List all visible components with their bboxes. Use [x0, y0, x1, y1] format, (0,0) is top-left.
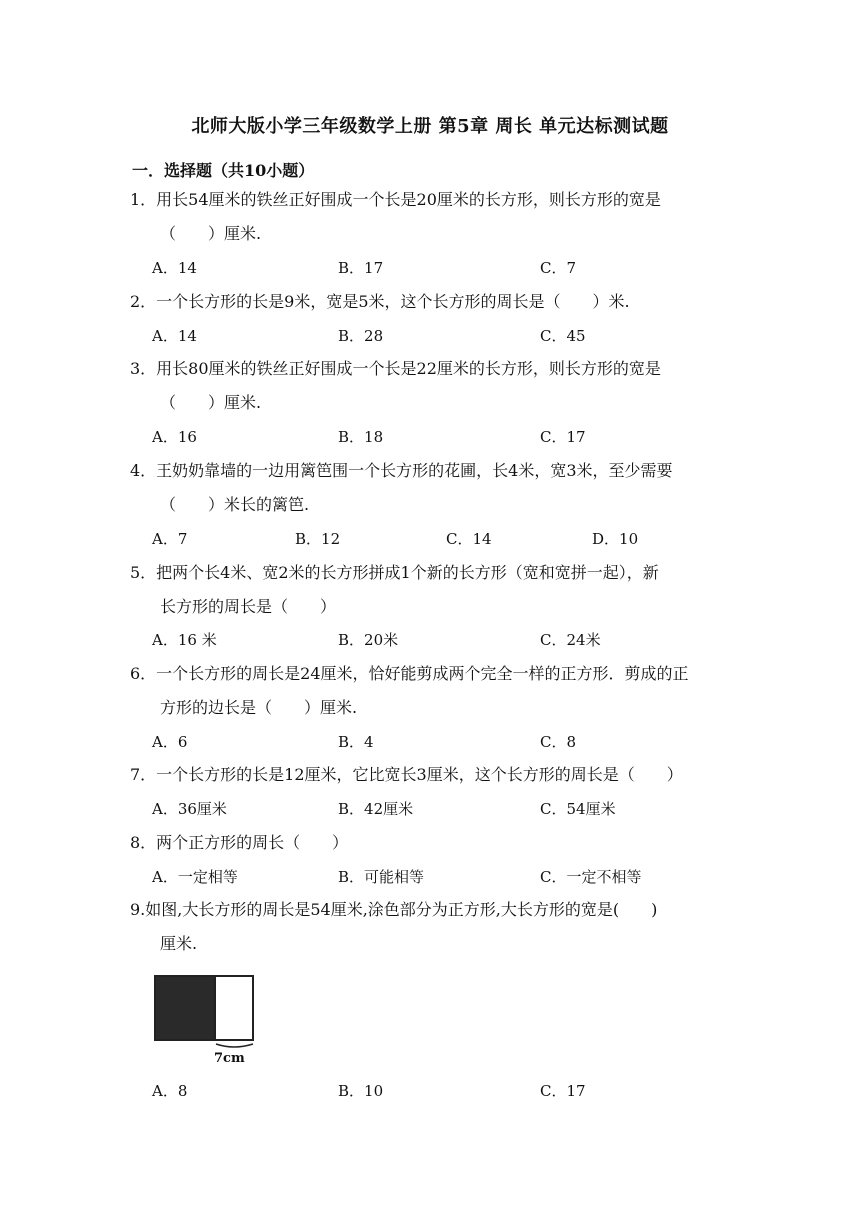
question-text: 9.如图,大长方形的周长是54厘米,涂色部分为正方形,大长方形的宽是( ) [130, 900, 658, 919]
document-title: 北师大版小学三年级数学上册 第5章 周长 单元达标测试题 [191, 116, 669, 137]
option-c: C．一定不相等 [540, 868, 642, 886]
question-6 [130, 657, 732, 725]
question-text-cont: 方形的边长是（ ）厘米. [160, 698, 358, 717]
question-text: 7．一个长方形的长是12厘米，它比宽长3厘米，这个长方形的周长是（ ） [130, 765, 683, 784]
question-text-cont: （ ）米长的篱笆. [160, 495, 310, 514]
question-4 [130, 454, 732, 522]
question-text-cont: 长方形的周长是（ ） [160, 597, 337, 616]
question-text: 2．一个长方形的长是9米，宽是5米，这个长方形的周长是（ ）米. [130, 292, 630, 311]
option-c: C．45 [540, 327, 586, 345]
option-b: B．42厘米 [338, 800, 414, 818]
question-text: 1．用长54厘米的铁丝正好围成一个长是20厘米的长方形，则长方形的宽是 [130, 190, 661, 209]
section-heading: 一．选择题（共10小题） [132, 161, 315, 180]
question-text: 3．用长80厘米的铁丝正好围成一个长是22厘米的长方形，则长方形的宽是 [130, 359, 661, 378]
question-text: 6．一个长方形的周长是24厘米，恰好能剪成两个完全一样的正方形．剪成的正 [130, 664, 689, 683]
question-text: 4．王奶奶靠墙的一边用篱笆围一个长方形的花圃，长4米，宽3米，至少需要 [130, 461, 673, 480]
option-a: A．16 米 [152, 631, 217, 649]
question-text-cont: （ ）厘米. [160, 224, 262, 243]
question-5 [130, 556, 732, 624]
option-c: C．7 [540, 259, 577, 277]
question-3 [130, 352, 732, 420]
option-a: A．36厘米 [152, 800, 227, 818]
option-b: B．12 [295, 530, 341, 548]
option-c: C．24米 [540, 631, 601, 649]
option-c: C．14 [446, 530, 492, 548]
question-9 [130, 893, 732, 961]
option-c: C．17 [540, 428, 586, 446]
question-8 [130, 826, 732, 860]
option-b: B．18 [338, 428, 384, 446]
question-1 [130, 183, 732, 251]
question-text: 8．两个正方形的周长（ ） [130, 833, 349, 852]
option-a: A．6 [152, 733, 188, 751]
option-a: A．14 [152, 327, 197, 345]
option-b: B．4 [338, 733, 374, 751]
option-b: B．20米 [338, 631, 399, 649]
option-b: B．17 [338, 259, 384, 277]
shaded-square [155, 976, 215, 1040]
option-b: B．可能相等 [338, 868, 425, 886]
option-a: A．7 [152, 530, 188, 548]
rectangle-figure [150, 970, 260, 1068]
question-text-cont: （ ）厘米. [160, 393, 262, 412]
question-text-cont: 厘米. [160, 934, 198, 953]
question-7 [130, 758, 732, 792]
dimension-brace [216, 1044, 253, 1047]
question-text: 5．把两个长4米、宽2米的长方形拼成1个新的长方形（宽和宽拼一起），新 [130, 563, 659, 582]
option-c: C．17 [540, 1082, 586, 1100]
option-b: B．28 [338, 327, 384, 345]
option-a: A．8 [152, 1082, 188, 1100]
question-2 [130, 285, 732, 319]
option-a: A．一定相等 [152, 868, 238, 886]
option-b: B．10 [338, 1082, 384, 1100]
dimension-label: 7cm [214, 1051, 245, 1066]
option-a: A．16 [152, 428, 197, 446]
option-d: D．10 [592, 530, 639, 548]
option-c: C．54厘米 [540, 800, 616, 818]
option-c: C．8 [540, 733, 577, 751]
option-a: A．14 [152, 259, 197, 277]
